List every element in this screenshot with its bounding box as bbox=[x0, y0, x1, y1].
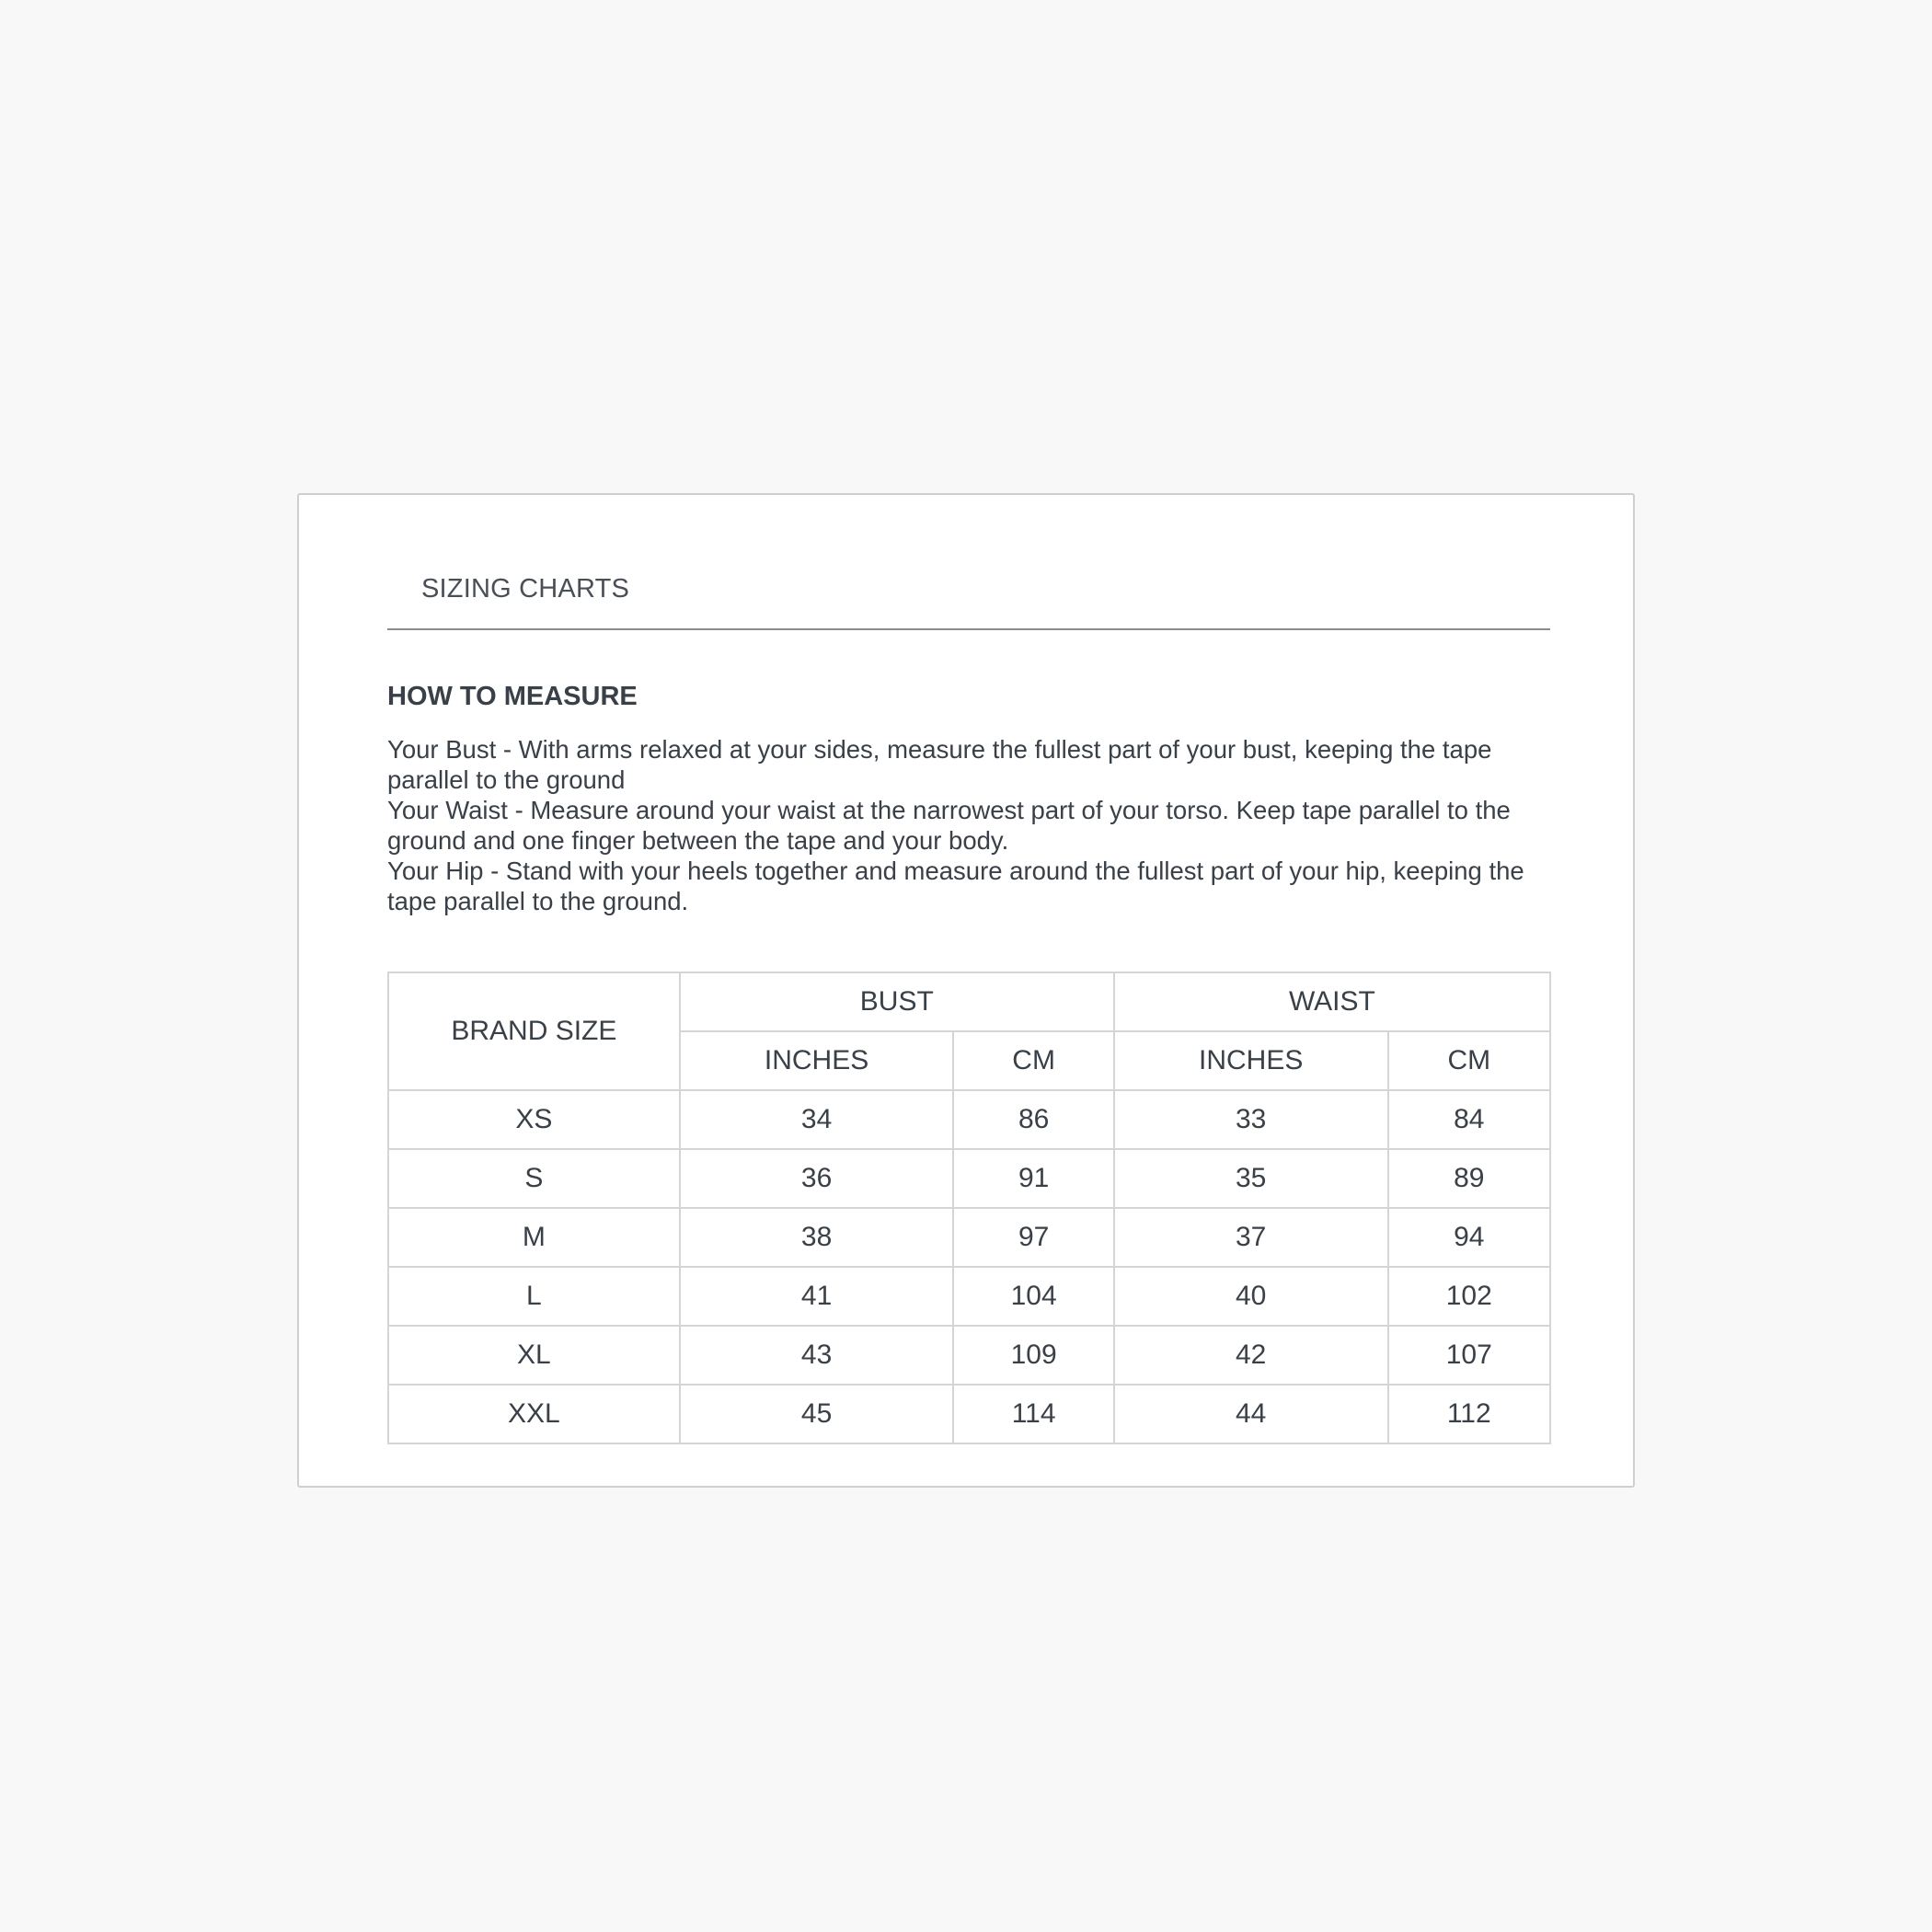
waist-header: WAIST bbox=[1114, 972, 1550, 1031]
size-cell: XS bbox=[388, 1090, 680, 1149]
waist-cm-cell: 102 bbox=[1388, 1267, 1550, 1326]
bust-cm-cell: 97 bbox=[953, 1208, 1113, 1267]
waist-inches-header: INCHES bbox=[1114, 1031, 1388, 1090]
hip-instruction: Your Hip - Stand with your heels together and measure around the fullest part of your hip, keeping the tape parallel to the ground. bbox=[387, 857, 1524, 915]
bust-inches-cell: 34 bbox=[680, 1090, 954, 1149]
size-cell: L bbox=[388, 1267, 680, 1326]
waist-inches-cell: 33 bbox=[1114, 1090, 1388, 1149]
table-header-row bbox=[388, 972, 1550, 1031]
bust-cm-cell: 86 bbox=[953, 1090, 1113, 1149]
waist-instruction: Your Waist - Measure around your waist at the narrowest part of your torso. Keep tape parallel to the ground and one finger between the tape and your body. bbox=[387, 796, 1511, 855]
table-row bbox=[388, 1208, 1550, 1267]
sizing-chart-card bbox=[297, 493, 1635, 1488]
waist-inches-cell: 44 bbox=[1114, 1385, 1388, 1443]
tab-divider bbox=[387, 628, 1550, 630]
bust-cm-cell: 109 bbox=[953, 1326, 1113, 1385]
size-cell: S bbox=[388, 1149, 680, 1208]
waist-cm-cell: 89 bbox=[1388, 1149, 1550, 1208]
table-row bbox=[388, 1326, 1550, 1385]
bust-instruction: Your Bust - With arms relaxed at your sides, measure the fullest part of your bust, keeping the tape parallel to the ground bbox=[387, 735, 1492, 794]
brand-size-header: BRAND SIZE bbox=[388, 972, 680, 1090]
waist-cm-cell: 84 bbox=[1388, 1090, 1550, 1149]
size-cell: XL bbox=[388, 1326, 680, 1385]
bust-inches-cell: 38 bbox=[680, 1208, 954, 1267]
bust-cm-cell: 114 bbox=[953, 1385, 1113, 1443]
waist-inches-cell: 40 bbox=[1114, 1267, 1388, 1326]
bust-header: BUST bbox=[680, 972, 1114, 1031]
how-to-measure-heading: HOW TO MEASURE bbox=[387, 682, 638, 711]
table-row bbox=[388, 1149, 1550, 1208]
waist-inches-cell: 42 bbox=[1114, 1326, 1388, 1385]
waist-cm-cell: 107 bbox=[1388, 1326, 1550, 1385]
tab-sizing-charts[interactable]: SIZING CHARTS bbox=[421, 574, 630, 604]
table-row bbox=[388, 1385, 1550, 1443]
size-table bbox=[387, 972, 1551, 1444]
waist-inches-cell: 35 bbox=[1114, 1149, 1388, 1208]
waist-cm-header: CM bbox=[1388, 1031, 1550, 1090]
table-row bbox=[388, 1267, 1550, 1326]
bust-inches-cell: 41 bbox=[680, 1267, 954, 1326]
size-cell: M bbox=[388, 1208, 680, 1267]
measure-instructions bbox=[387, 734, 1550, 916]
waist-inches-cell: 37 bbox=[1114, 1208, 1388, 1267]
table-row bbox=[388, 1090, 1550, 1149]
bust-cm-cell: 91 bbox=[953, 1149, 1113, 1208]
bust-inches-cell: 43 bbox=[680, 1326, 954, 1385]
waist-cm-cell: 112 bbox=[1388, 1385, 1550, 1443]
bust-inches-cell: 45 bbox=[680, 1385, 954, 1443]
bust-cm-cell: 104 bbox=[953, 1267, 1113, 1326]
waist-cm-cell: 94 bbox=[1388, 1208, 1550, 1267]
bust-inches-cell: 36 bbox=[680, 1149, 954, 1208]
bust-inches-header: INCHES bbox=[680, 1031, 954, 1090]
size-cell: XXL bbox=[388, 1385, 680, 1443]
bust-cm-header: CM bbox=[953, 1031, 1113, 1090]
